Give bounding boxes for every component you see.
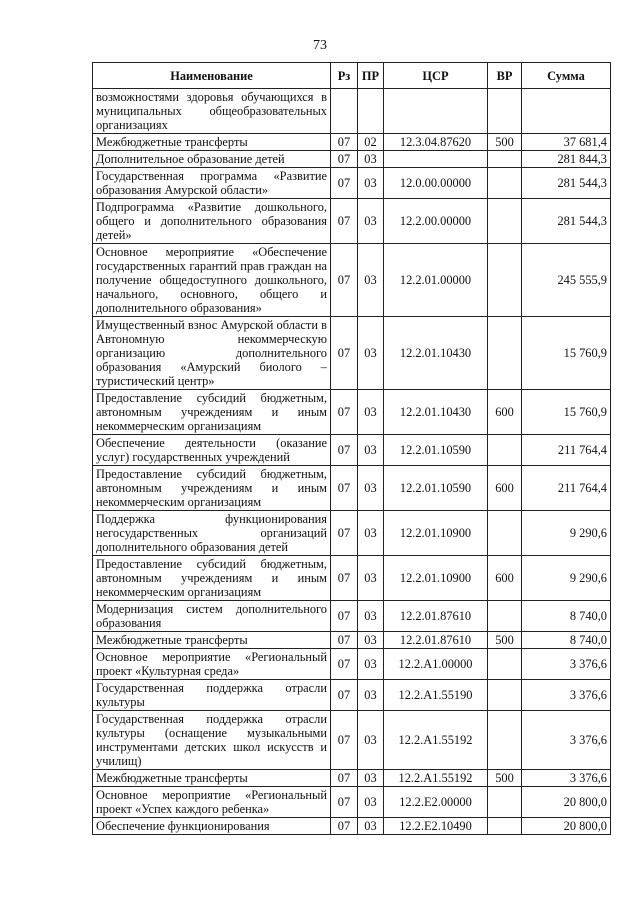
cell-pr: 03 — [358, 601, 384, 632]
cell-vr — [488, 711, 522, 770]
cell-sum: 3 376,6 — [522, 680, 611, 711]
cell-vr — [488, 244, 522, 317]
cell-name: Основное мероприятие «Региональный проект «Культурная среда» — [93, 649, 331, 680]
cell-rz: 07 — [331, 601, 358, 632]
cell-pr: 03 — [358, 199, 384, 244]
cell-csr: 12.2.01.10590 — [384, 435, 488, 466]
header-name: Наименование — [93, 63, 331, 89]
cell-csr: 12.2.01.00000 — [384, 244, 488, 317]
cell-csr: 12.2.01.87610 — [384, 632, 488, 649]
cell-rz: 07 — [331, 787, 358, 818]
cell-csr: 12.2.А1.00000 — [384, 649, 488, 680]
table-header-row — [93, 63, 611, 89]
cell-csr — [384, 89, 488, 134]
cell-rz — [331, 89, 358, 134]
table-row — [93, 770, 611, 787]
cell-rz: 07 — [331, 632, 358, 649]
cell-vr — [488, 151, 522, 168]
cell-rz: 07 — [331, 199, 358, 244]
cell-csr: 12.2.А1.55192 — [384, 770, 488, 787]
cell-name: Основное мероприятие «Региональный проект «Успех каждого ребенка» — [93, 787, 331, 818]
cell-csr: 12.2.А1.55192 — [384, 711, 488, 770]
cell-sum: 211 764,4 — [522, 466, 611, 511]
cell-rz: 07 — [331, 711, 358, 770]
cell-pr: 03 — [358, 466, 384, 511]
cell-name: Государственная программа «Развитие образования Амурской области» — [93, 168, 331, 199]
budget-table — [92, 62, 611, 835]
cell-vr — [488, 199, 522, 244]
cell-vr: 500 — [488, 770, 522, 787]
cell-pr: 02 — [358, 134, 384, 151]
cell-pr: 03 — [358, 818, 384, 835]
cell-pr: 03 — [358, 244, 384, 317]
cell-sum: 281 544,3 — [522, 199, 611, 244]
table-row — [93, 649, 611, 680]
cell-sum: 20 800,0 — [522, 787, 611, 818]
cell-name: Межбюджетные трансферты — [93, 770, 331, 787]
cell-rz: 07 — [331, 435, 358, 466]
cell-sum — [522, 89, 611, 134]
cell-pr — [358, 89, 384, 134]
cell-pr: 03 — [358, 649, 384, 680]
cell-name: Предоставление субсидий бюджетным, автономным учреждениям и иным некоммерческим организациям — [93, 556, 331, 601]
cell-name: Модернизация систем дополнительного образования — [93, 601, 331, 632]
table-row — [93, 680, 611, 711]
cell-rz: 07 — [331, 556, 358, 601]
cell-pr: 03 — [358, 168, 384, 199]
cell-sum: 20 800,0 — [522, 818, 611, 835]
cell-pr: 03 — [358, 317, 384, 390]
cell-sum: 211 764,4 — [522, 435, 611, 466]
table-row — [93, 390, 611, 435]
cell-name: Государственная поддержка отрасли культуры (оснащение музыкальными инструментами детских школ искусств и училищ) — [93, 711, 331, 770]
table-row — [93, 89, 611, 134]
cell-name: Поддержка функционирования негосударственных организаций дополнительного образования детей — [93, 511, 331, 556]
cell-sum: 3 376,6 — [522, 770, 611, 787]
cell-pr: 03 — [358, 390, 384, 435]
cell-pr: 03 — [358, 711, 384, 770]
cell-csr: 12.2.01.10900 — [384, 556, 488, 601]
cell-sum: 3 376,6 — [522, 649, 611, 680]
cell-pr: 03 — [358, 151, 384, 168]
cell-sum: 15 760,9 — [522, 390, 611, 435]
cell-sum: 8 740,0 — [522, 601, 611, 632]
cell-sum: 8 740,0 — [522, 632, 611, 649]
cell-name: Имущественный взнос Амурской области в Автономную некоммерческую организацию дополнительного образования «Амурский биолого – туристический центр» — [93, 317, 331, 390]
header-pr: ПР — [358, 63, 384, 89]
table-row — [93, 511, 611, 556]
cell-rz: 07 — [331, 466, 358, 511]
table-row — [93, 317, 611, 390]
cell-csr: 12.0.00.00000 — [384, 168, 488, 199]
table-row — [93, 199, 611, 244]
cell-vr — [488, 89, 522, 134]
header-vr: ВР — [488, 63, 522, 89]
cell-rz: 07 — [331, 770, 358, 787]
cell-csr: 12.2.Е2.00000 — [384, 787, 488, 818]
cell-csr: 12.2.01.10430 — [384, 390, 488, 435]
cell-vr — [488, 435, 522, 466]
cell-name: Межбюджетные трансферты — [93, 134, 331, 151]
cell-csr: 12.2.01.10430 — [384, 317, 488, 390]
page-number: 73 — [313, 38, 327, 53]
cell-vr — [488, 168, 522, 199]
cell-vr — [488, 649, 522, 680]
cell-vr: 500 — [488, 134, 522, 151]
cell-rz: 07 — [331, 680, 358, 711]
cell-csr: 12.2.01.10900 — [384, 511, 488, 556]
table-row — [93, 466, 611, 511]
cell-csr: 12.2.Е2.10490 — [384, 818, 488, 835]
cell-pr: 03 — [358, 770, 384, 787]
cell-name: Предоставление субсидий бюджетным, автономным учреждениям и иным некоммерческим организациям — [93, 390, 331, 435]
cell-sum: 281 544,3 — [522, 168, 611, 199]
cell-rz: 07 — [331, 317, 358, 390]
header-sum: Сумма — [522, 63, 611, 89]
cell-sum: 3 376,6 — [522, 711, 611, 770]
cell-sum: 9 290,6 — [522, 511, 611, 556]
cell-pr: 03 — [358, 787, 384, 818]
cell-csr: 12.2.А1.55190 — [384, 680, 488, 711]
cell-name: Обеспечение функционирования — [93, 818, 331, 835]
cell-vr: 600 — [488, 556, 522, 601]
table-row — [93, 244, 611, 317]
cell-rz: 07 — [331, 649, 358, 680]
table-row — [93, 168, 611, 199]
cell-rz: 07 — [331, 390, 358, 435]
cell-pr: 03 — [358, 632, 384, 649]
cell-vr — [488, 787, 522, 818]
cell-vr: 500 — [488, 632, 522, 649]
cell-csr: 12.2.00.00000 — [384, 199, 488, 244]
cell-rz: 07 — [331, 511, 358, 556]
cell-pr: 03 — [358, 511, 384, 556]
cell-vr — [488, 511, 522, 556]
cell-sum: 37 681,4 — [522, 134, 611, 151]
cell-sum: 9 290,6 — [522, 556, 611, 601]
cell-name: Государственная поддержка отрасли культуры — [93, 680, 331, 711]
table-row — [93, 711, 611, 770]
table-row — [93, 556, 611, 601]
cell-rz: 07 — [331, 134, 358, 151]
header-csr: ЦСР — [384, 63, 488, 89]
cell-rz: 07 — [331, 244, 358, 317]
cell-vr: 600 — [488, 466, 522, 511]
cell-name: Обеспечение деятельности (оказание услуг) государственных учреждений — [93, 435, 331, 466]
cell-rz: 07 — [331, 168, 358, 199]
cell-name: Подпрограмма «Развитие дошкольного, общего и дополнительного образования детей» — [93, 199, 331, 244]
table-row — [93, 134, 611, 151]
cell-sum: 15 760,9 — [522, 317, 611, 390]
cell-rz: 07 — [331, 818, 358, 835]
table-row — [93, 632, 611, 649]
table-row — [93, 818, 611, 835]
cell-csr: 12.2.01.10590 — [384, 466, 488, 511]
cell-name: Дополнительное образование детей — [93, 151, 331, 168]
cell-name: Предоставление субсидий бюджетным, автономным учреждениям и иным некоммерческим организациям — [93, 466, 331, 511]
cell-name: Межбюджетные трансферты — [93, 632, 331, 649]
cell-csr: 12.2.01.87610 — [384, 601, 488, 632]
cell-sum: 281 844,3 — [522, 151, 611, 168]
cell-csr — [384, 151, 488, 168]
cell-vr — [488, 601, 522, 632]
cell-vr — [488, 818, 522, 835]
cell-vr: 600 — [488, 390, 522, 435]
table-row — [93, 151, 611, 168]
cell-name: возможностями здоровья обучающихся в муниципальных общеобразовательных организациях — [93, 89, 331, 134]
table-row — [93, 787, 611, 818]
header-rz: Рз — [331, 63, 358, 89]
cell-vr — [488, 317, 522, 390]
cell-pr: 03 — [358, 556, 384, 601]
table-row — [93, 601, 611, 632]
cell-rz: 07 — [331, 151, 358, 168]
cell-vr — [488, 680, 522, 711]
table-row — [93, 435, 611, 466]
cell-pr: 03 — [358, 435, 384, 466]
cell-sum: 245 555,9 — [522, 244, 611, 317]
cell-name: Основное мероприятие «Обеспечение государственных гарантий прав граждан на получение общедоступного дошкольного, начального, основного, общего и дополнительного образования» — [93, 244, 331, 317]
cell-csr: 12.3.04.87620 — [384, 134, 488, 151]
cell-pr: 03 — [358, 680, 384, 711]
